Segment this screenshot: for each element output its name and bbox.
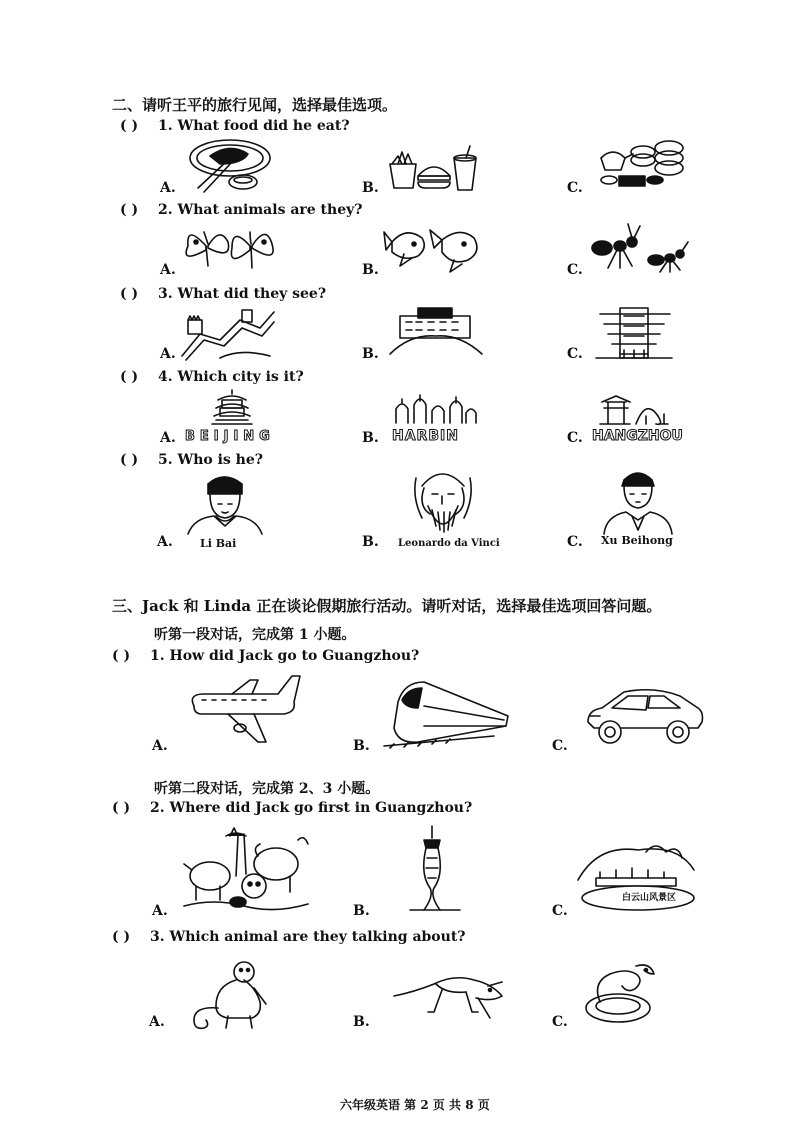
answer-blank[interactable]: ( ) — [112, 929, 131, 945]
answer-blank[interactable]: ( ) — [120, 202, 139, 218]
answer-blank[interactable]: ( ) — [120, 286, 139, 302]
question-text: 1. What food did he eat? — [158, 118, 350, 134]
question-3-3 — [112, 929, 466, 945]
city-label-beijing: BEIJING — [185, 429, 275, 444]
option-a-label[interactable]: A. — [152, 903, 168, 919]
question-2-4 — [120, 369, 304, 385]
option-c-label[interactable]: C. — [567, 262, 583, 278]
question-text: 3. What did they see? — [158, 286, 327, 302]
option-b-label[interactable]: B. — [353, 1014, 370, 1030]
answer-blank[interactable]: ( ) — [112, 800, 131, 816]
option-a-label[interactable]: A. — [152, 738, 168, 754]
question-text: 2. Where did Jack go first in Guangzhou? — [150, 800, 473, 816]
question-3-1 — [112, 648, 419, 664]
answer-blank[interactable]: ( ) — [120, 369, 139, 385]
answer-blank[interactable]: ( ) — [120, 118, 139, 134]
lizard-image — [392, 962, 504, 1024]
option-a-label[interactable]: A. — [160, 180, 176, 196]
answer-blank[interactable]: ( ) — [120, 452, 139, 468]
question-text: 5. Who is he? — [158, 452, 263, 468]
question-text: 3. Which animal are they talking about? — [150, 929, 466, 945]
option-b-label[interactable]: B. — [362, 262, 379, 278]
leonardo-da-vinci-portrait — [408, 466, 478, 536]
question-2-2 — [120, 202, 362, 218]
butterflies-image — [184, 222, 276, 272]
option-c-label[interactable]: C. — [552, 738, 568, 754]
city-label-harbin: HARBIN — [392, 428, 459, 444]
answer-blank[interactable]: ( ) — [112, 648, 131, 664]
xu-beihong-portrait — [602, 466, 672, 536]
option-b-label[interactable]: B. — [353, 903, 370, 919]
potala-palace-image — [388, 306, 484, 358]
option-c-label[interactable]: C. — [567, 430, 583, 446]
hangzhou-icon — [598, 394, 670, 428]
section-3-title: 三、Jack 和 Linda 正在谈论假期旅行活动。请听对话，选择最佳选项回答问题。 — [112, 597, 662, 615]
option-c-label[interactable]: C. — [567, 180, 583, 196]
option-a-label[interactable]: A. — [149, 1014, 165, 1030]
option-b-label[interactable]: B. — [362, 180, 379, 196]
monkey-image — [188, 958, 272, 1030]
temple-of-heaven-icon — [210, 390, 254, 428]
option-b-label[interactable]: B. — [353, 738, 370, 754]
dialogue-1-instruction: 听第一段对话，完成第 1 小题。 — [154, 627, 356, 643]
option-b-label[interactable]: B. — [362, 430, 379, 446]
harbin-icon — [392, 395, 480, 427]
question-3-2 — [112, 800, 472, 816]
car-image — [584, 686, 704, 746]
question-text: 4. Which city is it? — [158, 369, 304, 385]
option-a-label[interactable]: A. — [160, 430, 176, 446]
dim-sum-image — [595, 136, 687, 190]
ants-image — [590, 224, 690, 276]
great-wall-image — [180, 306, 276, 360]
question-2-1 — [120, 118, 350, 134]
airplane-image — [188, 672, 302, 744]
scenic-sign-text: 白云山风景区 — [622, 893, 677, 903]
page-footer: 六年级英语 第 2 页 共 8 页 — [340, 1098, 490, 1112]
option-b-label[interactable]: B. — [362, 346, 379, 362]
option-c-label[interactable]: C. — [567, 346, 583, 362]
li-bai-portrait — [184, 470, 266, 534]
roast-duck-image — [188, 138, 272, 196]
question-2-5 — [120, 452, 263, 468]
zoo-animals-image — [180, 826, 312, 912]
snake-image — [580, 962, 660, 1026]
section-2-title: 二、请听王平的旅行见闻，选择最佳选项。 — [112, 96, 398, 114]
option-b-label[interactable]: B. — [362, 534, 379, 550]
caption-li-bai: Li Bai — [200, 537, 237, 550]
city-label-hangzhou: HANGZHOU — [592, 428, 683, 444]
caption-leonardo-da-vinci: Leonardo da Vinci — [398, 538, 500, 549]
canton-tower-image — [408, 826, 462, 912]
option-a-label[interactable]: A. — [160, 346, 176, 362]
question-text: 1. How did Jack go to Guangzhou? — [150, 648, 420, 664]
option-c-label[interactable]: C. — [552, 903, 568, 919]
question-2-3 — [120, 286, 326, 302]
option-a-label[interactable]: A. — [160, 262, 176, 278]
option-a-label[interactable]: A. — [157, 534, 173, 550]
tower-image — [594, 304, 674, 362]
question-text: 2. What animals are they? — [158, 202, 363, 218]
option-c-label[interactable]: C. — [567, 534, 583, 550]
fast-food-image — [386, 146, 480, 192]
goldfish-image — [384, 222, 484, 274]
high-speed-train-image — [384, 676, 510, 748]
option-c-label[interactable]: C. — [552, 1014, 568, 1030]
caption-xu-beihong: Xu Beihong — [601, 534, 673, 547]
dialogue-2-instruction: 听第二段对话，完成第 2、3 小题。 — [154, 781, 380, 797]
